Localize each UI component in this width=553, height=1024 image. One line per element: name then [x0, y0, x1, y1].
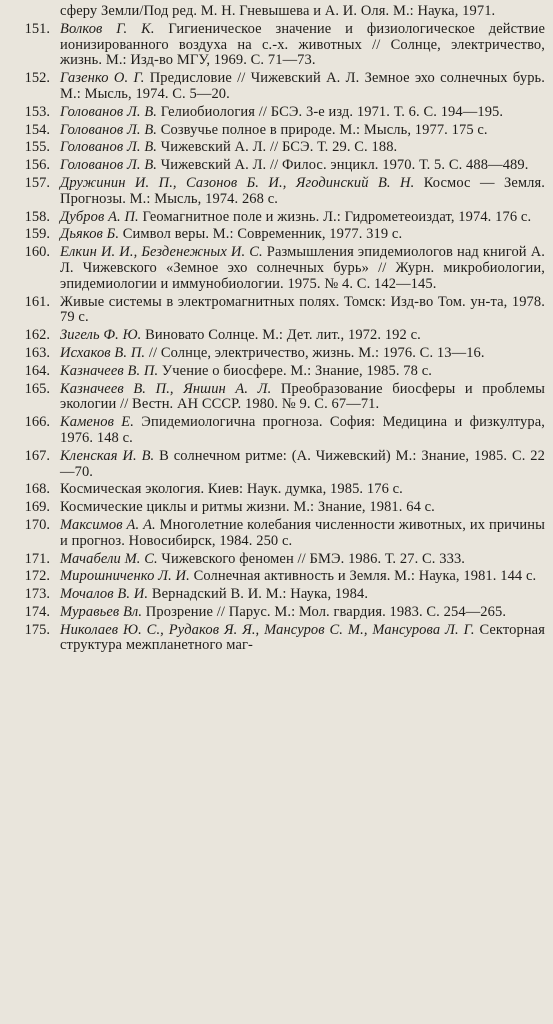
entry-text: [60, 449, 545, 481]
bibliography-entry: [8, 4, 545, 20]
entry-authors: Елкин И. И., Безденежных И. С.: [60, 244, 263, 261]
entry-number: 154.: [24, 121, 50, 138]
entry-text: [60, 158, 545, 174]
entry-text: [60, 364, 545, 380]
entry-text: [60, 569, 545, 585]
entry-number: 171.: [24, 550, 50, 567]
bibliography-entry: [8, 449, 545, 481]
entry-number: 159.: [24, 226, 50, 243]
entry-text: [60, 328, 545, 344]
entry-authors: Дружинин И. П., Сазонов Б. И., Ягодинский В. Н.: [60, 174, 415, 191]
bibliography-entry: [8, 71, 545, 103]
bibliography-entry: [8, 500, 545, 516]
entry-authors: Мачабели М. С.: [60, 550, 158, 567]
bibliography-entry: [8, 482, 545, 498]
entry-text: [60, 71, 545, 103]
entry-number: 161.: [24, 293, 50, 310]
entry-text: [60, 415, 545, 447]
entry-number: 175.: [24, 621, 50, 638]
entry-number: 166.: [24, 414, 50, 431]
entry-number: 156.: [24, 157, 50, 174]
entry-text: [60, 518, 545, 550]
entry-number: 172.: [24, 568, 50, 585]
bibliography-entry: [8, 158, 545, 174]
entry-authors: Николаев Ю. С., Рудаков Я. Я., Мансуров С. М., Мансурова Л. Г.: [60, 621, 475, 638]
entry-authors: Муравьев Вл.: [60, 603, 143, 620]
entry-number: 160.: [24, 244, 50, 261]
bibliography-entry: [8, 176, 545, 208]
entry-body: Предисловие // Чижевский А. Л. Земное эхо солнечных бурь. М.: Мысль, 1974. С. 5—20.: [60, 70, 545, 102]
entry-authors: Исхаков В. П.: [60, 344, 146, 361]
entry-body: Символ веры. М.: Современник, 1977. 319 с.: [119, 226, 403, 243]
entry-authors: Голованов Л. В.: [60, 103, 157, 120]
entry-number: 169.: [24, 499, 50, 516]
bibliography-entry: [8, 623, 545, 655]
entry-body: Гелиобиология // БСЭ. 3-е изд. 1971. Т. 6. С. 194—195.: [157, 103, 504, 120]
entry-authors: Зигель Ф. Ю.: [60, 327, 142, 344]
entry-authors: Голованов Л. В.: [60, 121, 157, 138]
entry-body: Живые системы в электромагнитных полях. Томск: Изд-во Том. ун-та, 1978. 79 с.: [60, 293, 545, 326]
entry-body: Размышления эпидемиологов над книгой А. Л. Чижевского «Земное эхо солнечных бурь» // Журн. микробиологии, эпидемиологии и иммунобиологии. 1975. № 4. С. 142—145.: [60, 244, 545, 292]
entry-body: Чижевский А. Л. // Филос. энцикл. 1970. Т. 5. С. 488—489.: [157, 157, 529, 174]
entry-text: [60, 105, 545, 121]
bibliography-list: [8, 4, 545, 656]
entry-body: В солнечном ритме: (А. Чижевский) М.: Знание, 1985. С. 22—70.: [60, 447, 545, 480]
entry-number: 151.: [24, 20, 50, 37]
bibliography-entry: [8, 123, 545, 139]
entry-body: Гигиеническое значение и физиологическое действие ионизированного воздуха на с.-х. животных // Солнце, электричество, жизнь. М.: Изд-во МГУ, 1969. С. 71—73.: [60, 20, 545, 69]
entry-authors: Голованов Л. В.: [60, 139, 157, 156]
entry-text: [60, 587, 545, 603]
entry-body: сферу Земли/Под ред. М. Н. Гневышева и А. И. Оля. М.: Наука, 1971.: [60, 3, 496, 19]
entry-number: 158.: [24, 208, 50, 225]
entry-authors: Волков Г. К.: [60, 20, 155, 37]
bibliography-entry: [8, 518, 545, 550]
bibliography-entry: [8, 346, 545, 362]
entry-text: [60, 382, 545, 414]
entry-text: [60, 346, 545, 362]
entry-text: [60, 4, 545, 20]
entry-number: 163.: [24, 344, 50, 361]
entry-text: [60, 552, 545, 568]
entry-authors: Голованов Л. В.: [60, 157, 157, 174]
entry-text: [60, 245, 545, 292]
entry-number: 170.: [24, 516, 50, 533]
bibliography-entry: [8, 328, 545, 344]
entry-body: Космические циклы и ритмы жизни. М.: Знание, 1981. 64 с.: [60, 499, 435, 516]
entry-gap: [8, 654, 545, 656]
entry-body: Чижевский А. Л. // БСЭ. Т. 29. С. 188.: [157, 139, 398, 156]
entry-authors: Казначеев В. П., Яншин А. Л.: [60, 380, 272, 397]
entry-body: Созвучье полное в природе. М.: Мысль, 1977. 175 с.: [157, 121, 488, 138]
entry-number: 155.: [24, 139, 50, 156]
bibliography-entry: [8, 364, 545, 380]
entry-authors: Мирошниченко Л. И.: [60, 568, 190, 585]
bibliography-entry: [8, 552, 545, 568]
entry-authors: Газенко О. Г.: [60, 70, 145, 87]
bibliography-entry: [8, 295, 545, 327]
entry-text: [60, 623, 545, 655]
entry-body: Геомагнитное поле и жизнь. Л.: Гидрометеоиздат, 1974. 176 с.: [138, 208, 532, 225]
bibliography-entry: [8, 569, 545, 585]
entry-authors: Дьяков Б.: [60, 226, 120, 243]
entry-body: Преобразование биосферы и проблемы экологии // Вестн. АН СССР. 1980. № 9. С. 67—71.: [60, 380, 545, 413]
entry-number: 165.: [24, 380, 50, 397]
entry-authors: Кленская И. В.: [60, 447, 155, 464]
entry-body: Прозрение // Парус. М.: Мол. гвардия. 1983. С. 254—265.: [142, 603, 507, 620]
entry-number: 174.: [24, 603, 50, 620]
entry-body: Секторная структура межпланетного маг-: [60, 621, 545, 654]
entry-number: 162.: [24, 327, 50, 344]
entry-body: Космическая экология. Киев: Наук. думка, 1985. 176 с.: [60, 481, 403, 498]
entry-text: [60, 176, 545, 208]
entry-text: [60, 123, 545, 139]
entry-number: 152.: [24, 70, 50, 87]
bibliography-entry: [8, 245, 545, 292]
bibliography-entry: [8, 22, 545, 69]
entry-text: [60, 210, 545, 226]
entry-body: Эпидемиологична прогноза. София: Медицина и физкултура, 1976. 148 с.: [60, 414, 546, 446]
entry-body: Вернадский В. И. М.: Наука, 1984.: [148, 586, 369, 603]
entry-body: Чижевского феномен // БМЭ. 1986. Т. 27. С. 333.: [157, 550, 466, 567]
entry-body: Солнечная активность и Земля. М.: Наука, 1981. 144 с.: [189, 568, 537, 585]
entry-authors: Мочалов В. И.: [60, 586, 149, 603]
entry-number: 167.: [24, 447, 50, 464]
entry-number: 173.: [24, 586, 50, 603]
entry-text: [60, 140, 545, 156]
bibliography-entry: [8, 587, 545, 603]
bibliography-entry: [8, 605, 545, 621]
entry-authors: Дубров А. П.: [60, 208, 139, 225]
bibliography-entry: [8, 227, 545, 243]
entry-authors: Казначеев В. П.: [60, 362, 159, 379]
entry-text: [60, 227, 545, 243]
entry-text: [60, 482, 545, 498]
bibliography-entry: [8, 140, 545, 156]
entry-number: 164.: [24, 362, 50, 379]
entry-body: // Солнце, электричество, жизнь. М.: 1976. С. 13—16.: [145, 344, 485, 361]
entry-number: 168.: [24, 481, 50, 498]
entry-text: [60, 605, 545, 621]
entry-text: [60, 500, 545, 516]
bibliography-entry: [8, 105, 545, 121]
entry-authors: Максимов А. А.: [60, 516, 156, 533]
entry-body: Космос — Земля. Прогнозы. М.: Мысль, 1974. 268 с.: [60, 174, 545, 207]
entry-text: [60, 22, 545, 69]
bibliography-entry: [8, 382, 545, 414]
entry-authors: Каменов Е.: [60, 414, 134, 431]
bibliography-entry: [8, 210, 545, 226]
entry-body: Учение о биосфере. М.: Знание, 1985. 78 с.: [158, 362, 432, 379]
entry-number: 157.: [24, 174, 50, 191]
bibliography-entry: [8, 415, 545, 447]
entry-body: Виновато Солнце. М.: Дет. лит., 1972. 192 с.: [141, 327, 421, 344]
entry-number: 153.: [24, 103, 50, 120]
entry-body: Многолетние колебания численности животных, их причины и прогноз. Новосибирск, 1984. 250 с.: [60, 516, 545, 549]
entry-text: [60, 295, 545, 327]
